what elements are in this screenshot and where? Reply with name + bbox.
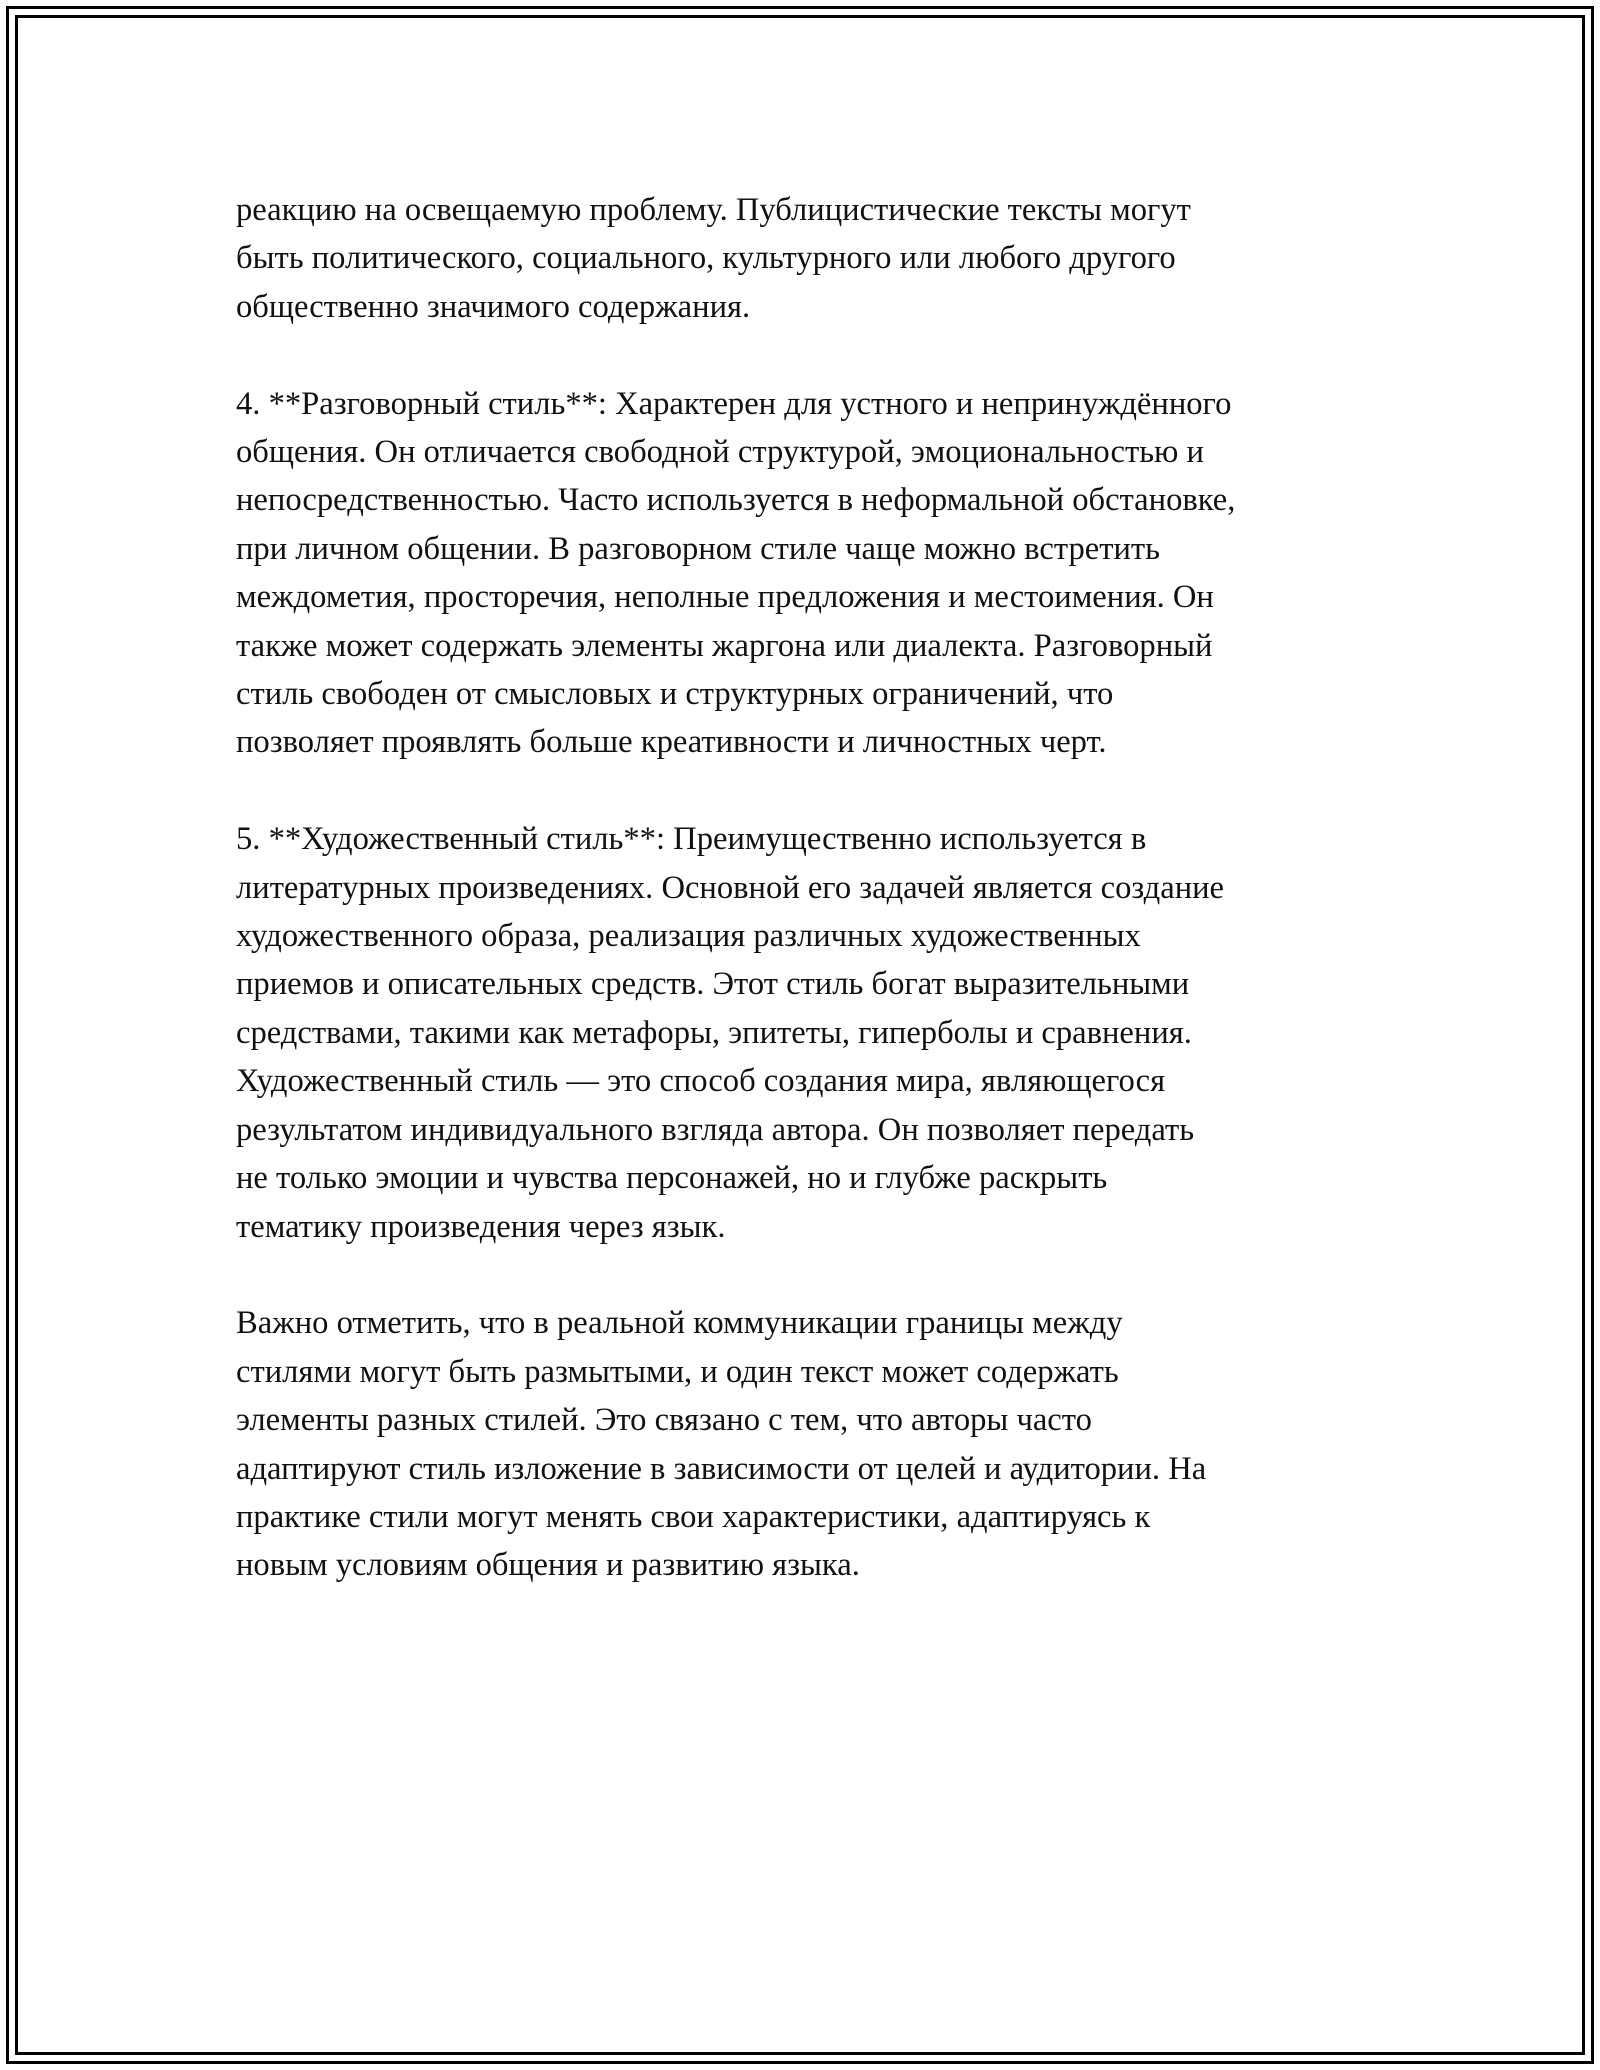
paragraph-artistic-style: 5. **Художественный стиль**: Преимущественно используется в литературных произведениях. Основной его задачей является создание художественного образа, реализация различных художественных приемов и описательных средств. Этот стиль богат выразительными средствами, такими как метафоры, эпитеты, гиперболы и сравнения. Художественный стиль — это способ создания мира, являющегося результатом индивидуального взгляда автора. Он позволяет передать не только эмоции и чувства персонажей, но и глубже раскрыть тематику произведения через язык. [236, 821, 1225, 1245]
document-body [236, 186, 1376, 1638]
paragraph-conclusion: Важно отметить, что в реальной коммуникации границы между стилями могут быть размытыми, и один текст может содержать элементы разных стилей. Это связано с тем, что авторы часто адаптируют стиль изложение в зависимости от целей и аудитории. На практике стили могут менять свои характеристики, адаптируясь к новым условиям общения и развитию языка. [236, 1305, 1207, 1584]
paragraph-conversational-style: 4. **Разговорный стиль**: Характерен для устного и непринуждённого общения. Он отличается свободной структурой, эмоциональностью и непосредственностью. Часто используется в неформальной обстановке, при личном общении. В разговорном стиле чаще можно встретить междометия, просторечия, неполные предложения и местоимения. Он также может содержать элементы жаргона или диалекта. Разговорный стиль свободен от смысловых и структурных ограничений, что позволяет проявлять больше креативности и личностных черт. [236, 385, 1236, 761]
paragraph-publicistic-continuation: реакцию на освещаемую проблему. Публицистические тексты могут быть политического, социального, культурного или любого другого общественно значимого содержания. [236, 192, 1191, 325]
